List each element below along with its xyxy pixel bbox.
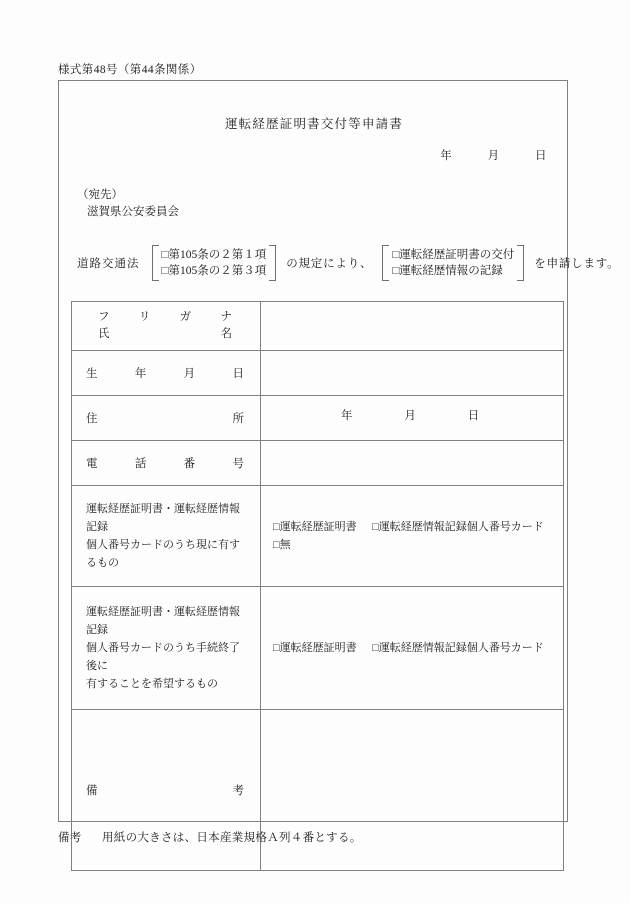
currently-held-label-cell (72, 486, 261, 587)
address-char-1: 住 (86, 413, 98, 425)
table-row-desired-after (72, 587, 564, 710)
remarks-char-2: 考 (232, 785, 244, 797)
checkbox-desired-license-history-certificate[interactable]: □運転経歴証明書 (273, 642, 357, 654)
desired-after-label-line-1: 運転経歴証明書・運転経歴情報記録 (86, 606, 240, 636)
remarks-input-area[interactable] (261, 711, 563, 869)
currently-held-label-line-1: 運転経歴証明書・運転経歴情報記録 (86, 503, 240, 533)
date-day-label: 日 (535, 150, 547, 162)
footer-note-text: 用紙の大きさは、日本産業規格Ａ列４番とする。 (101, 832, 362, 844)
currently-held-checkbox-line-2 (273, 536, 551, 554)
form-number: 様式第48号（第44条関係） (58, 64, 202, 76)
document-title: 運転経歴証明書交付等申請書 (224, 117, 404, 131)
addressee-authority: 滋賀県公安委員会 (87, 206, 179, 218)
address-date-line (261, 399, 563, 437)
checkbox-license-history-mynumber-card[interactable]: □運転経歴情報記録個人番号カード (372, 521, 544, 533)
birthdate-char-4: 日 (232, 368, 244, 380)
addressee-block (77, 187, 179, 221)
phone-char-4: 号 (232, 458, 244, 470)
table-row-remarks (72, 710, 564, 871)
phone-char-2: 話 (134, 458, 147, 470)
birthdate-char-1: 生 (86, 368, 98, 380)
phone-char-3: 番 (183, 458, 196, 470)
currently-held-value-cell (261, 486, 564, 587)
checkbox-none[interactable]: □無 (273, 539, 291, 551)
furigana-char-4: ナ (220, 311, 232, 323)
desired-after-label-cell (72, 587, 261, 710)
provision-option-1[interactable]: □第105条の２第１項 (161, 249, 267, 261)
address-year-label: 年 (341, 410, 353, 422)
birthdate-char-2: 年 (134, 368, 147, 380)
address-month-label: 月 (404, 410, 417, 422)
currently-held-checkbox-line-1 (273, 518, 551, 536)
address-value-cell[interactable] (261, 396, 564, 441)
form-outer-frame (58, 80, 620, 822)
application-date-line (440, 147, 547, 163)
request-option-2[interactable]: □運転経歴情報の記録 (392, 265, 503, 277)
law-name-label: 道路交通法 (77, 258, 140, 270)
currently-held-label-line-2: 個人番号カードのうち現に有するもの (86, 539, 240, 569)
date-month-label: 月 (487, 150, 500, 162)
phone-value-cell[interactable] (261, 441, 564, 486)
law-middle-text: の規定により、 (286, 258, 373, 270)
checkbox-desired-license-history-mynumber-card[interactable]: □運転経歴情報記録個人番号カード (372, 642, 544, 654)
birthdate-label-cell (72, 351, 261, 396)
table-row-address (72, 396, 564, 441)
name-label-cell (72, 302, 261, 351)
desired-after-value-cell (261, 587, 564, 710)
request-choice-group (382, 245, 524, 281)
address-char-2: 所 (232, 413, 244, 425)
birthdate-char-3: 月 (183, 368, 196, 380)
phone-label-cell (72, 441, 261, 486)
applicant-table (71, 301, 564, 871)
name-value-cell[interactable] (261, 302, 564, 351)
desired-after-label-line-3-text: 有することを希望するもの (86, 678, 218, 690)
remarks-value-cell[interactable] (261, 710, 564, 871)
birthdate-input-area[interactable] (261, 354, 563, 392)
birthdate-value-cell[interactable] (261, 351, 564, 396)
provision-choice-group (152, 245, 277, 281)
remarks-label-cell (72, 710, 261, 871)
law-tail-text: を申請します。 (534, 258, 620, 270)
request-option-1[interactable]: □運転経歴証明書の交付 (392, 249, 515, 261)
table-row-birthdate (72, 351, 564, 396)
provision-option-2[interactable]: □第105条の２第３項 (161, 265, 267, 277)
name-input-area[interactable] (261, 302, 563, 350)
name-char-2: 名 (220, 328, 232, 340)
law-clause-row (77, 245, 620, 281)
date-year-label: 年 (440, 150, 453, 162)
table-row-phone (72, 441, 564, 486)
name-char-1: 氏 (98, 328, 110, 340)
desired-after-checkbox-line-1 (273, 639, 551, 657)
phone-input-area[interactable] (261, 444, 563, 482)
phone-char-1: 電 (86, 458, 98, 470)
addressee-label: （宛先） (77, 189, 123, 201)
address-day-label: 日 (467, 410, 480, 422)
furigana-char-3: ガ (179, 311, 192, 323)
furigana-char-2: リ (138, 311, 151, 323)
remarks-char-1: 備 (86, 785, 98, 797)
furigana-char-1: フ (98, 311, 110, 323)
address-label-cell (72, 396, 261, 441)
footer-note-label: 備考 (58, 832, 82, 844)
desired-after-label-line-2: 個人番号カードのうち手続終了後に (86, 642, 240, 672)
checkbox-license-history-certificate[interactable]: □運転経歴証明書 (273, 521, 357, 533)
footer-note (58, 829, 362, 845)
desired-after-label-line-3 (86, 675, 246, 693)
table-row-name (72, 302, 564, 351)
table-row-currently-held (72, 486, 564, 587)
